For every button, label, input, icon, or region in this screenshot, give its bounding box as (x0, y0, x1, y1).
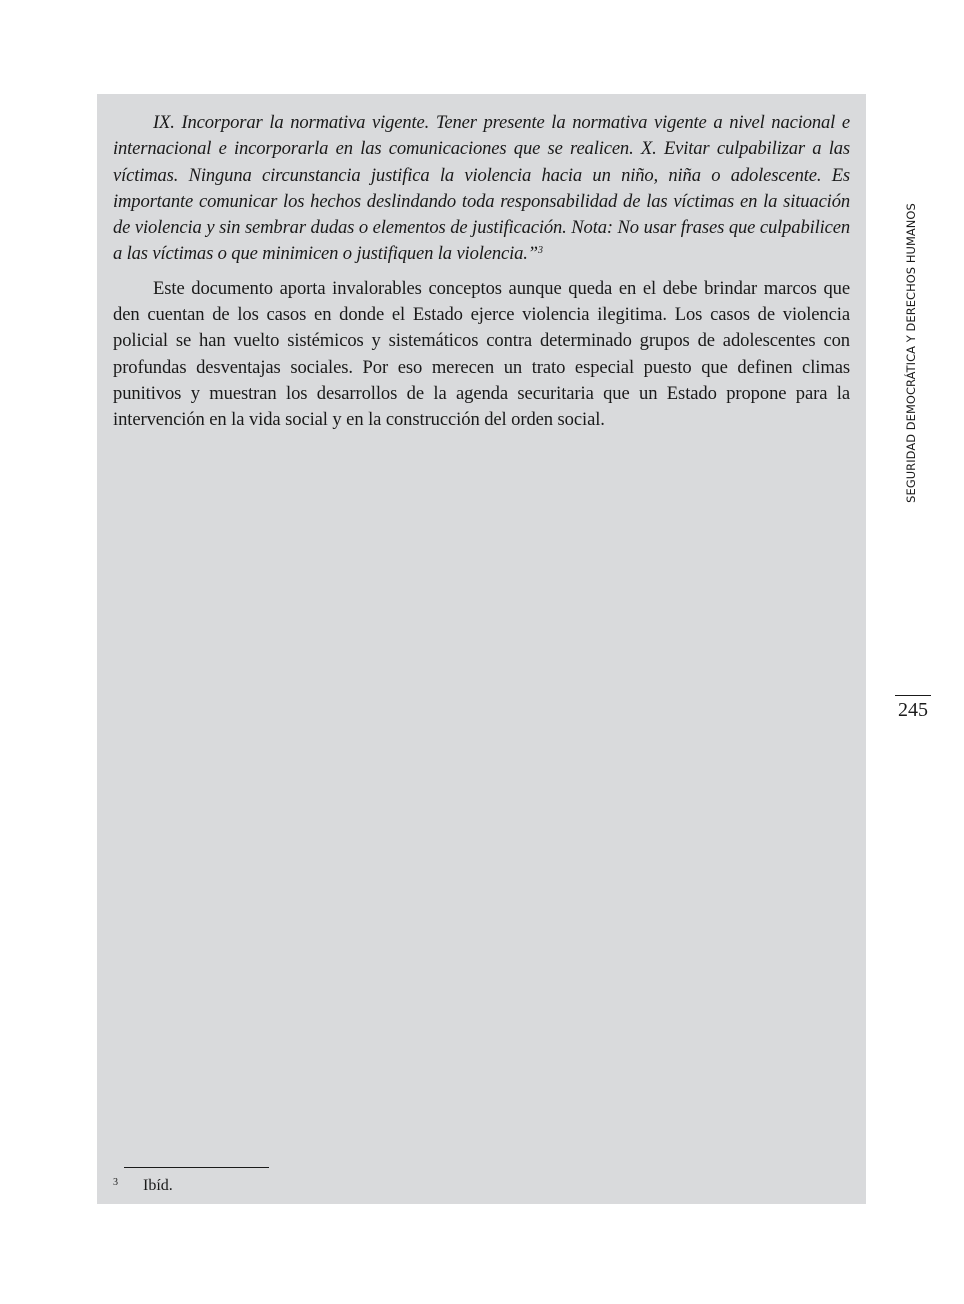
page-number-rule (895, 695, 931, 696)
footnote-text: Ibíd. (143, 1177, 173, 1194)
footnote: 3 Ibíd. (113, 1177, 173, 1194)
quoted-paragraph (113, 110, 850, 268)
running-title-text: SEGURIDAD DEMOCRÁTICA Y DERECHOS HUMANOS (904, 203, 918, 503)
running-title (900, 194, 922, 512)
main-text (113, 110, 850, 434)
body-paragraph: Este documento aporta invalorables conceptos aunque queda en el debe brindar marcos que den cuentan de los casos en donde el Estado ejerce violencia ilegitima. Los casos de violencia policial se han vuelto sistémicos y sistemáticos contra determinado grupos de adolescentes con profundas desventajas sociales. Por eso merecen un trato especial puesto que definen climas punitivos y muestran los desarrollos de la agenda securitaria que un Estado propone para la intervención en la vida social y en la construcción del orden social. (113, 277, 850, 431)
footnote-reference: 3 (537, 245, 543, 257)
content-area (97, 94, 866, 1204)
quote-text: IX. Incorporar la normativa vigente. Tener presente la normativa vigente a nivel nacional e internacional e incorporarla en las comunicaciones que se realicen. X. Evitar culpabilizar a las víctimas. Ninguna circunstancia justifica la violencia hacia un niño, niña o adolescente. Es importante comunicar los hechos deslindando toda responsabilidad de las víctimas en la situación de violencia y sin sembrar dudas o elementos de justificación. Nota: No usar frases que culpabilicen a las víctimas o que minimicen o justifiquen la violencia.” (113, 112, 850, 265)
footnote-separator (124, 1167, 269, 1168)
page-number: 245 (898, 699, 928, 721)
